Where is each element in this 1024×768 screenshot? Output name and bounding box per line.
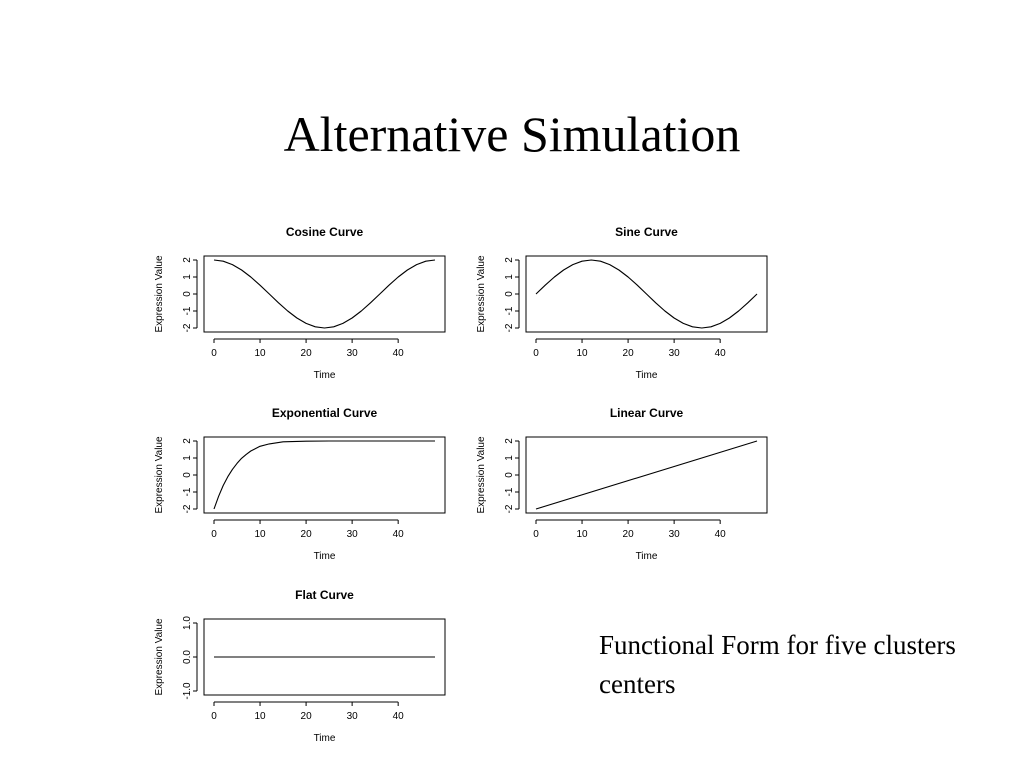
chart-svg: [472, 401, 772, 576]
series-line: [536, 441, 757, 509]
x-tick-label: 10: [254, 348, 266, 359]
chart-svg: [472, 220, 772, 395]
x-tick-label: 30: [668, 348, 680, 359]
plot-frame: [204, 437, 445, 513]
y-tick-label: 0: [182, 472, 193, 478]
x-tick-label: 20: [300, 529, 312, 540]
chart-panel-cosine: [150, 220, 450, 395]
y-tick-label: -2: [182, 323, 193, 333]
chart-title: Cosine Curve: [285, 225, 364, 239]
chart-svg: [150, 401, 450, 576]
x-axis-label: Time: [313, 370, 336, 381]
x-tick-label: 20: [622, 348, 634, 359]
series-line: [214, 260, 435, 328]
x-tick-label: 0: [211, 711, 217, 722]
x-axis-label: Time: [313, 733, 336, 744]
y-tick-label: 0: [182, 291, 193, 297]
y-tick-label: 1.0: [182, 616, 193, 630]
x-tick-label: 0: [533, 529, 539, 540]
y-axis-label: Expression Value: [154, 255, 165, 333]
y-axis-label: Expression Value: [476, 436, 487, 514]
y-axis-label: Expression Value: [476, 255, 487, 333]
y-tick-label: -1: [182, 306, 193, 316]
slide-title: Alternative Simulation: [283, 106, 741, 162]
chart-title: Sine Curve: [615, 225, 678, 239]
x-tick-label: 30: [346, 348, 358, 359]
y-tick-label: 1: [182, 455, 193, 461]
x-tick-label: 40: [714, 348, 726, 359]
y-tick-label: -2: [182, 504, 193, 514]
x-tick-label: 0: [211, 529, 217, 540]
series-line: [214, 441, 435, 509]
x-tick-label: 40: [714, 529, 726, 540]
x-tick-label: 40: [392, 348, 404, 359]
chart-title: Exponential Curve: [271, 406, 378, 420]
x-axis-label: Time: [313, 551, 336, 562]
x-axis-label: Time: [635, 370, 658, 381]
y-tick-label: 2: [504, 438, 515, 444]
y-tick-label: -2: [504, 504, 515, 514]
y-tick-label: 0: [504, 291, 515, 297]
y-tick-label: 2: [182, 438, 193, 444]
y-tick-label: -1: [504, 306, 515, 316]
chart-panel-flat: [150, 583, 450, 758]
y-tick-label: -1.0: [182, 682, 193, 700]
x-tick-label: 10: [254, 711, 266, 722]
slide-caption: Functional Form for five clusters centers: [599, 630, 956, 699]
x-tick-label: 0: [211, 348, 217, 359]
y-tick-label: 1: [504, 274, 515, 280]
chart-panel-exponential: [150, 401, 450, 576]
y-axis-label: Expression Value: [154, 618, 165, 696]
y-tick-label: 1: [504, 455, 515, 461]
x-tick-label: 0: [533, 348, 539, 359]
x-tick-label: 20: [300, 711, 312, 722]
x-tick-label: 10: [254, 529, 266, 540]
y-tick-label: 0.0: [182, 650, 193, 664]
plot-frame: [204, 256, 445, 332]
y-tick-label: 2: [182, 257, 193, 263]
chart-title: Linear Curve: [609, 406, 684, 420]
y-tick-label: 2: [504, 257, 515, 263]
x-tick-label: 20: [622, 529, 634, 540]
y-tick-label: 0: [504, 472, 515, 478]
y-tick-label: 1: [182, 274, 193, 280]
x-tick-label: 10: [576, 348, 588, 359]
series-line: [536, 260, 757, 328]
x-tick-label: 10: [576, 529, 588, 540]
x-tick-label: 30: [668, 529, 680, 540]
chart-panel-sine: [472, 220, 772, 395]
chart-svg: [150, 583, 450, 758]
x-tick-label: 40: [392, 711, 404, 722]
x-tick-label: 20: [300, 348, 312, 359]
y-tick-label: -1: [504, 487, 515, 497]
chart-title: Flat Curve: [295, 588, 354, 602]
x-tick-label: 30: [346, 529, 358, 540]
chart-svg: [150, 220, 450, 395]
chart-panel-linear: [472, 401, 772, 576]
x-axis-label: Time: [635, 551, 658, 562]
y-tick-label: -2: [504, 323, 515, 333]
y-tick-label: -1: [182, 487, 193, 497]
x-tick-label: 30: [346, 711, 358, 722]
x-tick-label: 40: [392, 529, 404, 540]
y-axis-label: Expression Value: [154, 436, 165, 514]
